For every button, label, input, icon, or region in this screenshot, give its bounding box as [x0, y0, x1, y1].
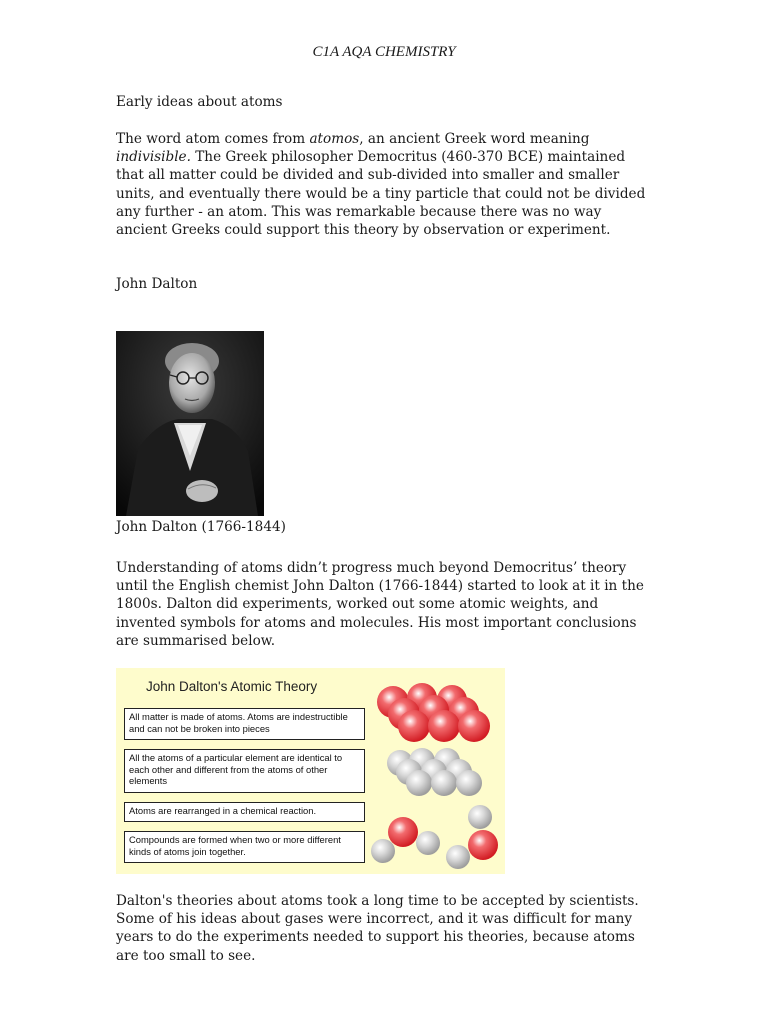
grey-atom: [456, 770, 482, 796]
document-header: C1A AQA CHEMISTRY: [312, 44, 456, 60]
atomic-theory-figure: [116, 668, 505, 874]
closing-paragraph: Dalton's theories about atoms took a long time to be accepted by scientists. Some of his ideas about gases were incorrect, and it was difficult for many years to do the experiments needed to support his theories, because atoms are too small to see.: [116, 893, 639, 964]
grey-atom: [468, 805, 492, 829]
grey-atom: [406, 770, 432, 796]
word-indivisible: indivisible.: [116, 149, 191, 166]
theory-box-2: All the atoms of a particular element are identical to each other and different from the atoms of other elements: [124, 749, 365, 793]
red-atom: [468, 830, 498, 860]
dalton-paragraph: Understanding of atoms didn’t progress much beyond Democritus’ theory until the English chemist John Dalton (1766-1844) started to look at it in the 1800s. Dalton did experiments, worked out some atomic weights, and invented symbols for atoms and molecules. His most important conclusions are summarised below.: [116, 560, 644, 649]
theory-box-1: All matter is made of atoms. Atoms are indestructible and can not be broken into pieces: [124, 708, 365, 740]
dalton-heading: John Dalton: [116, 276, 198, 292]
intro-paragraph: [116, 130, 646, 239]
red-atom: [388, 817, 418, 847]
theory-box-3: Atoms are rearranged in a chemical reaction.: [124, 802, 365, 822]
red-atom: [428, 710, 460, 742]
theory-box-4: Compounds are formed when two or more different kinds of atoms join together.: [124, 831, 365, 863]
word-atomos: atomos: [309, 131, 360, 147]
intro-text-1: The word atom comes from: [116, 131, 310, 147]
red-atom: [458, 710, 490, 742]
figure-title: John Dalton's Atomic Theory: [146, 679, 318, 694]
intro-text-2: , an ancient Greek word meaning: [359, 131, 590, 147]
atom-spheres: [371, 683, 498, 869]
red-atom: [398, 710, 430, 742]
grey-atom: [446, 845, 470, 869]
grey-atom: [431, 770, 457, 796]
john-dalton-portrait: [116, 331, 264, 516]
atoms-illustration: [116, 668, 505, 874]
intro-text-3: The Greek philosopher Democritus (460-370 BCE) maintained that all matter could be divided and sub-divided into smaller and smaller units, and eventually there would be a tiny particle that could not be divided any further - an atom. This was remarkable because there was no way ancient Greeks could support this theory by observation or experiment.: [116, 149, 646, 239]
portrait-drawing: [116, 331, 264, 516]
grey-atom: [416, 831, 440, 855]
grey-atom: [371, 839, 395, 863]
portrait-caption: John Dalton (1766-1844): [116, 519, 286, 535]
section-heading: Early ideas about atoms: [116, 94, 283, 110]
